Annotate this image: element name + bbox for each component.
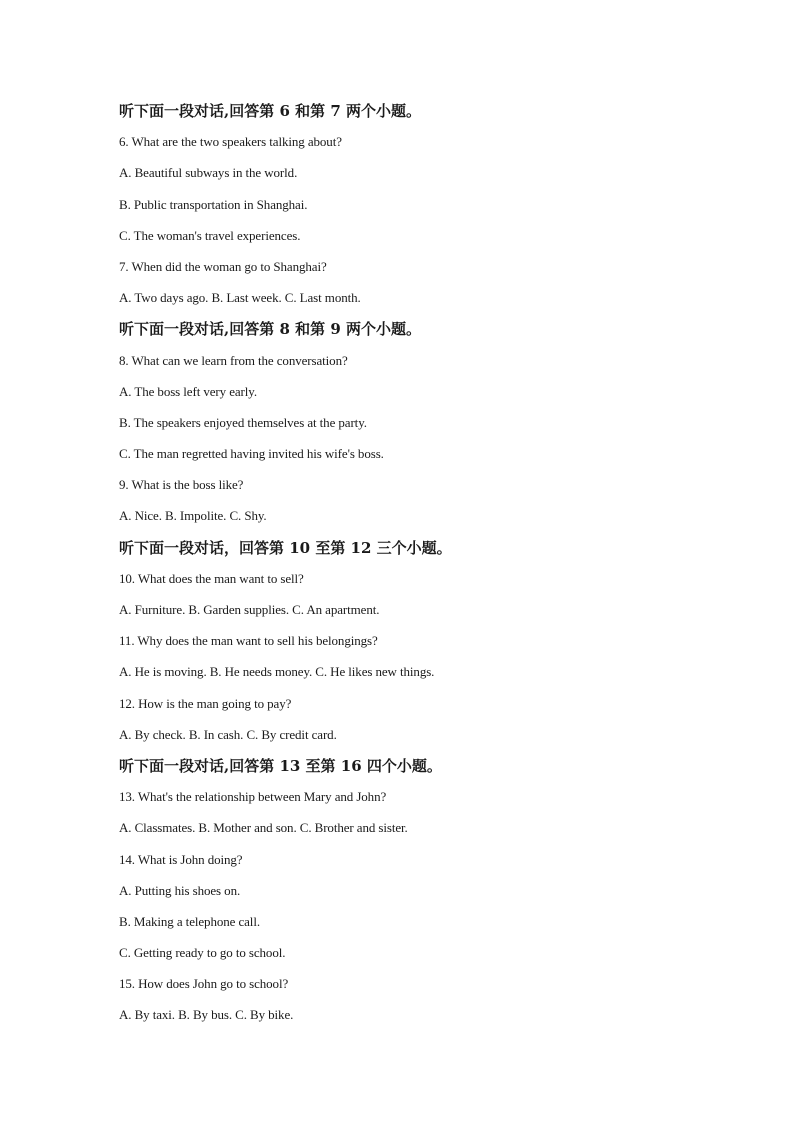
option-text: B. Making a telephone call. <box>119 913 260 929</box>
option-text: C. The man regretted having invited his wife's boss. <box>119 446 384 462</box>
option-text: A. By taxi. B. By bus. C. By bike. <box>119 1007 294 1023</box>
option-text: B. Public transportation in Shanghai. <box>119 196 308 212</box>
question-text: 11. Why does the man want to sell his belongings? <box>119 633 378 649</box>
option-text: A. By check. B. In cash. C. By credit card. <box>119 726 337 742</box>
option-text: A. Putting his shoes on. <box>119 882 241 898</box>
option-text: C. The woman's travel experiences. <box>119 227 301 243</box>
question-text: 15. How does John go to school? <box>119 976 289 992</box>
section-heading: 听下面一段对话,回答第 8 和第 9 两个小题。 <box>119 320 421 339</box>
option-text: C. Getting ready to go to school. <box>119 945 286 961</box>
question-text: 10. What does the man want to sell? <box>119 570 304 586</box>
section-heading: 听下面一段对话，回答第 10 至第 12 三个小题。 <box>119 538 452 557</box>
section-heading: 听下面一段对话,回答第 13 至第 16 四个小题。 <box>119 756 442 775</box>
option-text: A. Classmates. B. Mother and son. C. Brother and sister. <box>119 820 408 836</box>
section-heading: 听下面一段对话,回答第 6 和第 7 两个小题。 <box>119 102 421 120</box>
question-text: 12. How is the man going to pay? <box>119 695 292 711</box>
option-text: A. Beautiful subways in the world. <box>119 165 298 181</box>
question-text: 8. What can we learn from the conversation? <box>119 352 348 368</box>
option-text: A. Two days ago. B. Last week. C. Last month. <box>119 290 361 306</box>
option-text: B. The speakers enjoyed themselves at the party. <box>119 414 367 430</box>
document-page <box>119 100 719 1036</box>
option-text: A. He is moving. B. He needs money. C. He likes new things. <box>119 664 435 680</box>
question-text: 6. What are the two speakers talking about? <box>119 134 342 150</box>
option-text: A. Furniture. B. Garden supplies. C. An apartment. <box>119 602 380 617</box>
question-text: 9. What is the boss like? <box>119 477 244 493</box>
option-text: A. The boss left very early. <box>119 383 257 399</box>
question-text: 14. What is John doing? <box>119 851 243 867</box>
question-text: 13. What's the relationship between Mary and John? <box>119 789 387 805</box>
question-text: 7. When did the woman go to Shanghai? <box>119 258 327 274</box>
option-text: A. Nice. B. Impolite. C. Shy. <box>119 508 267 524</box>
